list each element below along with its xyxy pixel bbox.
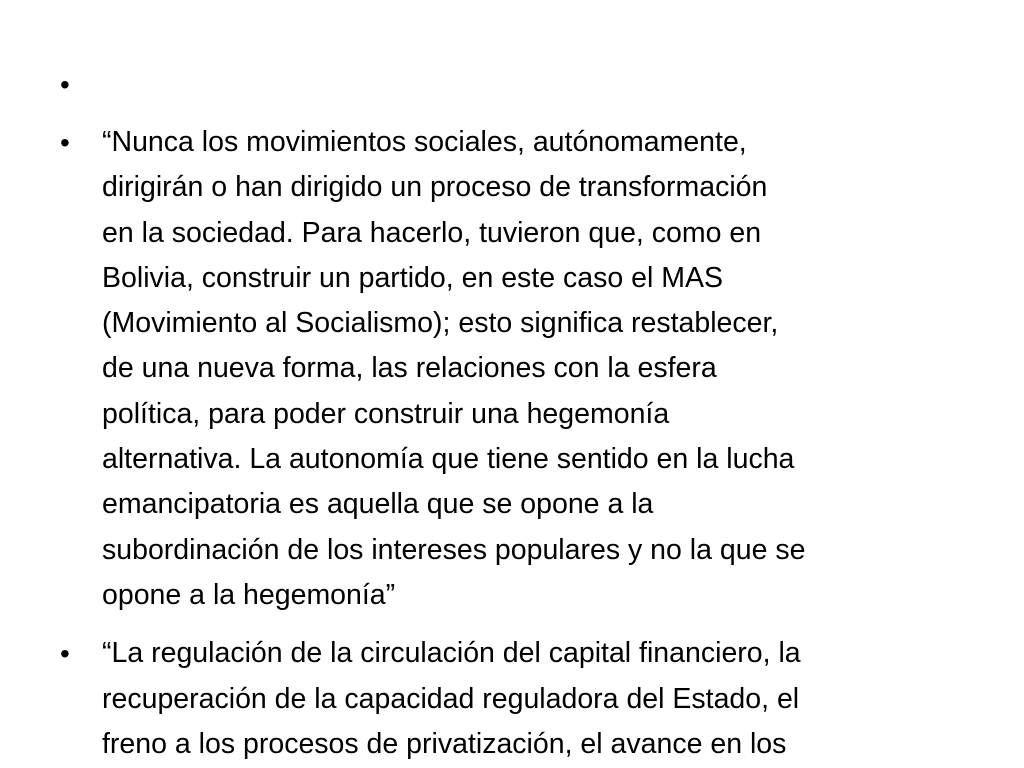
bullet-marker: • (60, 127, 70, 158)
bullet-list (60, 62, 980, 767)
bullet-marker: • (60, 638, 70, 670)
bullet-text: “Nunca los movimientos sociales, autónomamente, dirigirán o han dirigido un proceso de transformación en la sociedad. Para hacerlo, tuvieron que, como en Bolivia, construir un partido, en este caso el MAS (Movimiento al Socialismo); esto significa restablecer, de una nueva forma, las relaciones con la esfera política, para poder construir una hegemonía alternativa. La autonomía que tiene sentido en la lucha emancipatoria es aquella que se opone a la subordinación de los intereses populares y no la que se opone a la hegemonía” (102, 126, 806, 611)
bullet-item-empty (60, 62, 980, 107)
bullet-marker: • (60, 69, 70, 100)
bullet-item-quote-movimientos-sociales (60, 120, 980, 618)
bullet-text: “La regulación de la circulación del capital financiero, la recuperación de la capacidad reguladora del Estado, el freno a los procesos de privatización, el avance en los (102, 637, 801, 760)
bullet-item-quote-capital-financiero (60, 631, 980, 767)
